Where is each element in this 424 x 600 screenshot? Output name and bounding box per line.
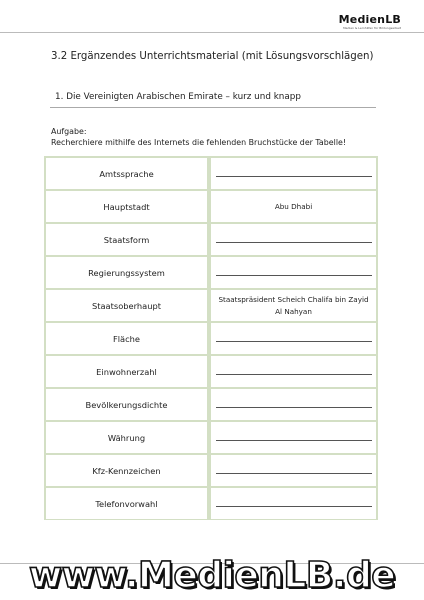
header-rule [0,32,424,33]
table-row [46,488,376,519]
task-text: Recherchiere mithilfe des Internets die fehlenden Bruchstücke der Tabelle! [51,138,347,147]
row-label: Bevölkerungsdichte [46,389,207,420]
row-value [211,158,376,189]
row-value-text: Abu Dhabi [274,201,313,211]
table-row [46,191,376,222]
row-value [211,290,376,321]
subtitle-rule [50,107,376,108]
logo [331,13,401,30]
row-value [211,455,376,486]
answer-blank-line[interactable] [216,275,372,276]
row-label: Kfz-Kennzeichen [46,455,207,486]
answer-blank-line[interactable] [216,341,372,342]
table-row [46,455,376,486]
row-value [211,488,376,519]
answer-blank-line[interactable] [216,473,372,474]
row-value [211,191,376,222]
row-label: Regierungssystem [46,257,207,288]
row-label: Fläche [46,323,207,354]
row-label: Einwohnerzahl [46,356,207,387]
logo-tagline: Medien & Lernhilfen für Bildungsarbeit [343,26,401,30]
table-row [46,389,376,420]
table-row [46,257,376,288]
row-label: Währung [46,422,207,453]
row-value [211,356,376,387]
section-title: 3.2 Ergänzendes Unterrichtsmaterial (mit Lösungsvorschlägen) [51,51,374,62]
answer-blank-line[interactable] [216,374,372,375]
logo-text: MedienLB [338,13,401,26]
table-row [46,422,376,453]
row-label: Amtssprache [46,158,207,189]
footer-url: www.MedienLB.de [28,555,396,596]
row-value [211,389,376,420]
table-row [46,290,376,321]
answer-blank-line[interactable] [216,176,372,177]
answer-blank-line[interactable] [216,440,372,441]
row-label: Staatsoberhaupt [46,290,207,321]
row-value [211,257,376,288]
table-row [46,356,376,387]
table-row [46,158,376,189]
info-table [44,156,378,520]
table-row [46,224,376,255]
task-label: Aufgabe: [51,127,87,136]
row-value [211,224,376,255]
table-row [46,323,376,354]
row-label: Hauptstadt [46,191,207,222]
row-value-text: Staatspräsident Scheich Chalifa bin Zayid Al Nahyan [218,294,369,316]
answer-blank-line[interactable] [216,242,372,243]
row-label: Staatsform [46,224,207,255]
row-label: Telefonvorwahl [46,488,207,519]
row-value [211,422,376,453]
row-value [211,323,376,354]
answer-blank-line[interactable] [216,407,372,408]
subtitle: 1. Die Vereinigten Arabischen Emirate – kurz und knapp [55,92,301,102]
answer-blank-line[interactable] [216,506,372,507]
